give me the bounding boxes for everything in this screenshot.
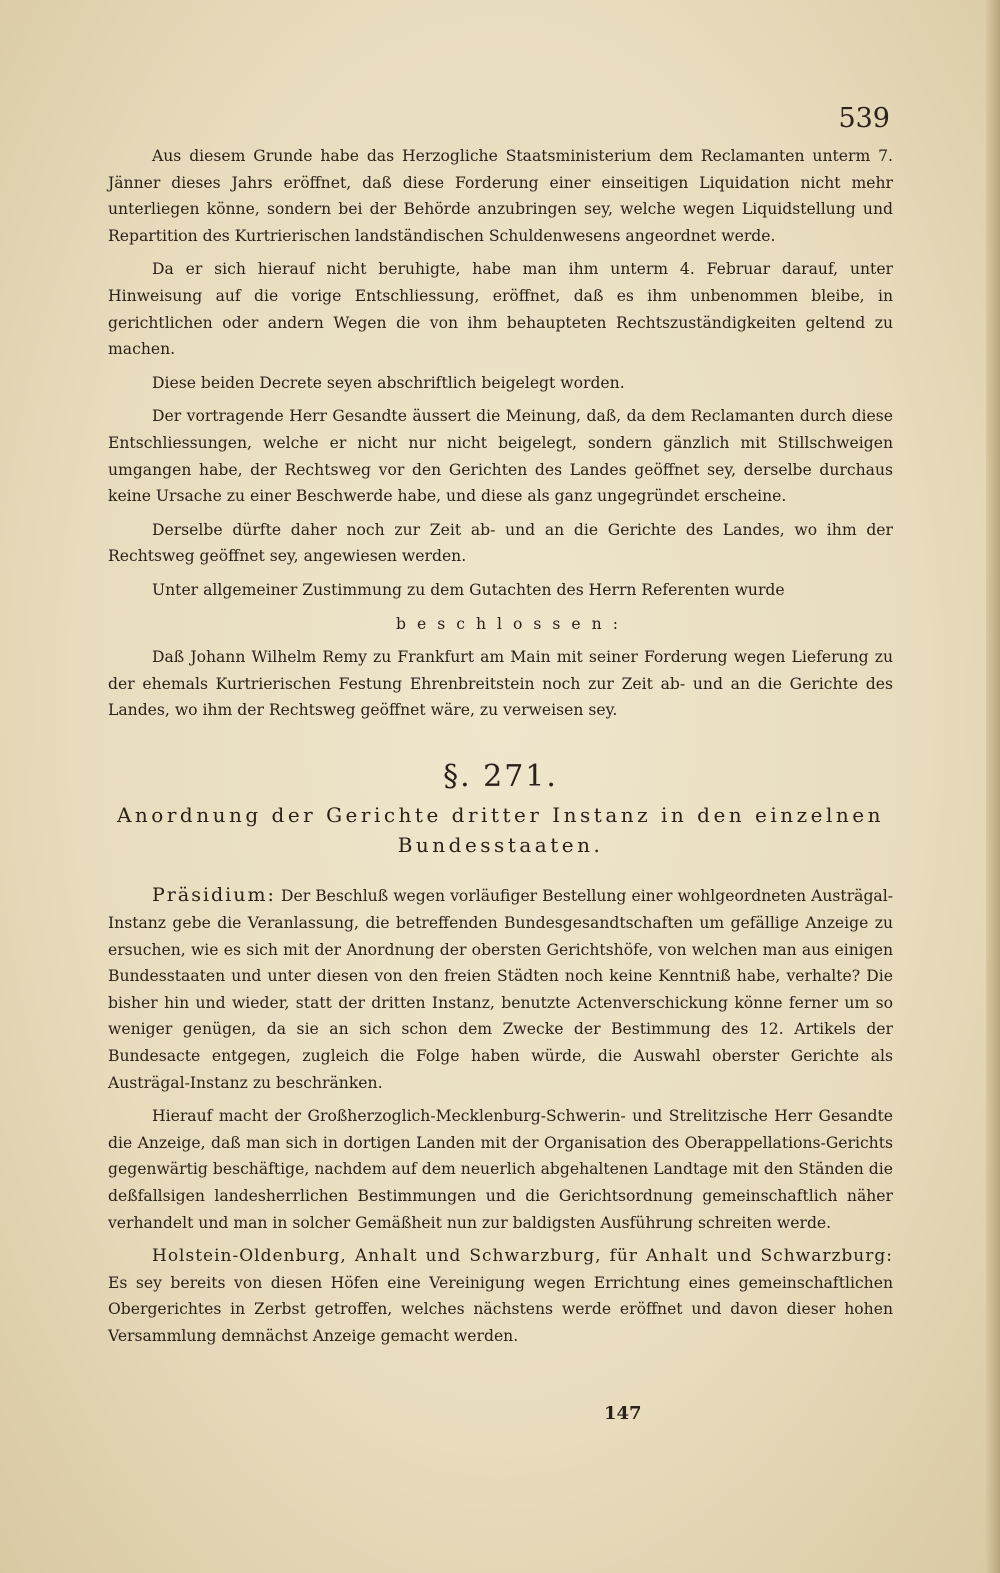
paragraph-5: Derselbe dürfte daher noch zur Zeit ab- und an die Gerichte des Landes, wo ihm der Rechtsweg geöffnet sey, angewiesen werden.: [108, 520, 893, 566]
presidium-paragraph: [108, 882, 893, 1096]
paragraph-1: Aus diesem Grunde habe das Herzogliche Staatsministerium dem Reclamanten unterm 7. Jänner dieses Jahrs eröffnet, daß diese Forderung einer einseitigen Liquidation nicht mehr unterliegen könne, sondern bei der Behörde anzubringen sey, welche wegen Liquidstellung und Repartition des Kurtrierischen landständischen Schuldenwesens angeordnet werde.: [108, 147, 893, 245]
section-title: [108, 800, 893, 860]
section-title-line-1: Anordnung der Gerichte dritter Instanz in den einzelnen: [116, 803, 885, 828]
paragraph-3: Diese beiden Decrete seyen abschriftlich beigelegt worden.: [152, 373, 625, 392]
holstein-paragraph: [108, 1243, 893, 1349]
signature-mark-number: 147: [604, 1403, 642, 1424]
resolution-paragraph: Daß Johann Wilhelm Remy zu Frankfurt am Main mit seiner Forderung wegen Lieferung zu der ehemals Kurtrierischen Festung Ehrenbreitstein noch zur Zeit ab- und an die Gerichte des Landes, wo ihm der Rechtsweg geöffnet wäre, zu verweisen sey.: [108, 648, 893, 720]
signature-mark: [0, 1403, 1000, 1424]
section-title-line-2: Bundesstaaten.: [397, 833, 604, 858]
holstein-text: Es sey bereits von diesen Höfen eine Vereinigung wegen Errichtung eines gemeinschaftlichen Obergerichtes in Zerbst getroffen, welches nächstens werde eröffnet und davon dieser hohen Versammlung demnächst Anzeige gemacht werden.: [108, 1273, 893, 1345]
page-number: 539: [838, 103, 890, 134]
paragraph-4: Der vortragende Herr Gesandte äussert die Meinung, daß, da dem Reclamanten durch diese Entschliessungen, welche er nicht nur nicht beigelegt, sondern gänzlich mit Stillschweigen umgangen habe, der Rechtsweg vor den Gerichten des Landes geöffnet sey, derselbe durchaus keine Ursache zu einer Beschwerde habe, und diese als ganz ungegründet erscheine.: [108, 407, 893, 506]
mecklenburg-paragraph: Hierauf macht der Großherzoglich-Mecklenburg-Schwerin- und Strelitzische Herr Gesandte die Anzeige, daß man sich in dortigen Landen mit der Organisation des Oberappellations-Gerichts gegenwärtig beschäftige, nachdem auf dem neuerlich abgehaltenen Landtage mit den Ständen die deßfallsigen landesherrlichen Bestimmungen und die Gerichtsordnung gemeinschaftlich näher verhandelt und man in solcher Gemäßheit nun zur baldigsten Ausführung schreiten werde.: [108, 1107, 893, 1232]
section-number: §. 271.: [443, 758, 558, 794]
presidium-text: Der Beschluß wegen vorläufiger Bestellung einer wohlgeordneten Austrägal-Instanz gebe die Veranlassung, die betreffenden Bundesgesandtschaften um gefällige Anzeige zu ersuchen, wie es sich mit der Anordnung der obersten Gerichtshöfe, von welchen man aus einigen Bundesstaaten und unter diesen von den freien Städten noch keine Kenntniß habe, verhalte? Die bisher hin und wieder, statt der dritten Instanz, benutzte Actenverschickung könne ferner um so weniger genügen, da sie an sich schon dem Zwecke der Bestimmung des 12. Artikels der Bundesacte entgegen, zugleich die Folge haben würde, die Auswahl oberster Gerichte als Austrägal-Instanz zu beschränken.: [108, 887, 893, 1092]
paragraph-2: Da er sich hierauf nicht beruhigte, habe man ihm unterm 4. Februar darauf, unter Hinweisung auf die vorige Entschliessung, eröffnet, daß es ihm unbenommen bleibe, in gerichtlichen oder andern Wegen die von ihm behaupteten Rechtszuständigkeiten geltend zu machen.: [108, 260, 893, 359]
body-text: [108, 143, 893, 1357]
resolved-label: beschlossen:: [396, 614, 629, 633]
presidium-lead: Präsidium:: [152, 884, 276, 907]
paragraph-6: Unter allgemeiner Zustimmung zu dem Gutachten des Herrn Referenten wurde: [152, 580, 785, 599]
page-edge-shadow: [986, 0, 1000, 1573]
holstein-lead: Holstein-Oldenburg, Anhalt und Schwarzburg, für Anhalt und Schwarzburg:: [152, 1246, 893, 1267]
